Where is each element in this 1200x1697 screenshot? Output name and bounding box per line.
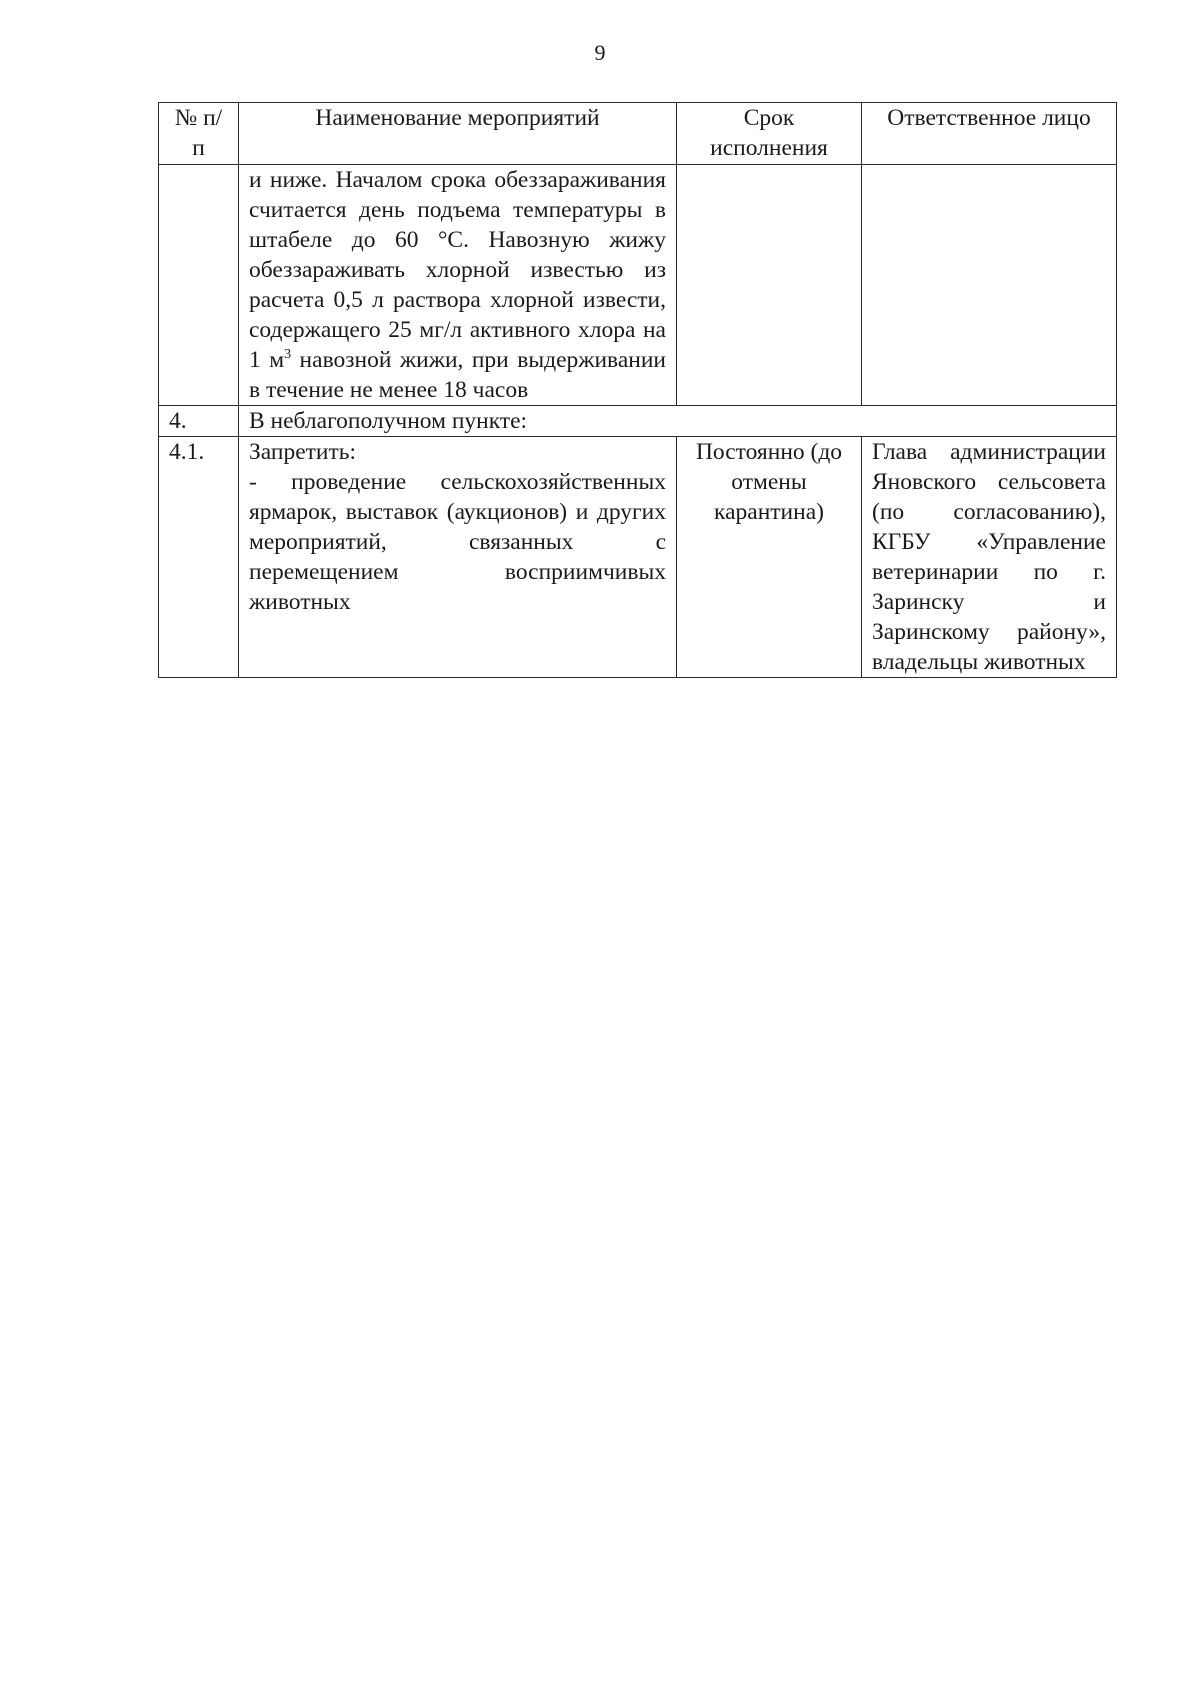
- row-number: [159, 165, 239, 406]
- responsible-cell: Глава администрации Яновского сельсовета (по согласованию), КГБУ «Управление ветеринарии по г. Заринску и Заринскому району», владельцы животных: [862, 437, 1117, 678]
- measure-text-part: навозной жижи, при выдерживании в течение не менее 18 часов: [249, 347, 667, 403]
- section-row: [159, 406, 1117, 437]
- measures-table: [158, 102, 1117, 678]
- table-header-row: [159, 103, 1117, 165]
- measure-heading: Запретить:: [249, 439, 357, 465]
- measure-text-part: и ниже. Началом срока обеззараживания считается день подъема температуры в штабеле до 60 °С. Навозную жижу обеззараживать хлорной известью из расчета 0,5 л раствора хлорной извести, содержащего 25 мг/л активного хлора на 1 м: [249, 167, 666, 373]
- header-measure-name: Наименование мероприятий: [239, 103, 677, 165]
- section-number: 4.: [159, 406, 239, 437]
- measure-description: - проведение сельскохозяйственных ярмарок, выставок (аукционов) и других мероприятий, связанных с перемещением восприимчивых животных: [249, 469, 666, 615]
- measure-text: [239, 437, 677, 678]
- header-responsible: Ответственное лицо: [862, 103, 1117, 165]
- header-term: Срок исполнения: [677, 103, 862, 165]
- header-number: № п/п: [159, 103, 239, 165]
- section-title: В неблагополучном пункте:: [239, 406, 1117, 437]
- page-number: 9: [594, 40, 606, 65]
- row-number: 4.1.: [159, 437, 239, 678]
- table-row: [159, 437, 1117, 678]
- responsible-cell: [862, 165, 1117, 406]
- table-row: [159, 165, 1117, 406]
- superscript: 3: [284, 347, 292, 363]
- measure-text: [239, 165, 677, 406]
- term-cell: Постоянно (до отмены карантина): [677, 437, 862, 678]
- term-cell: [677, 165, 862, 406]
